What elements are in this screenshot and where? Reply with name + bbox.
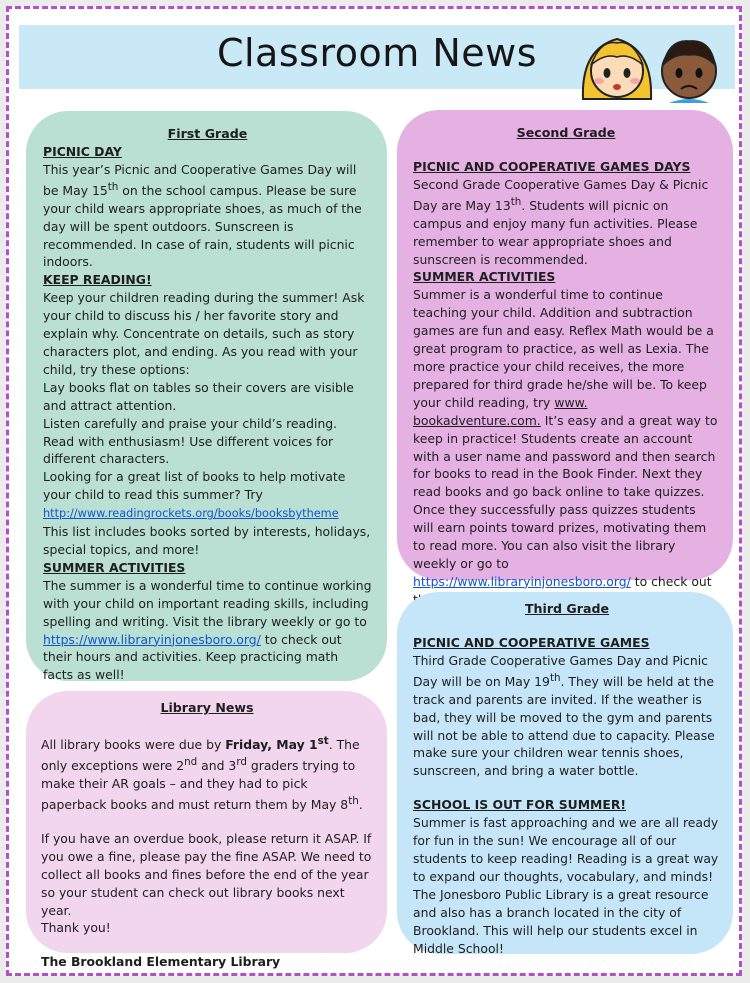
- first-grade-reading-heading: KEEP READING!: [43, 272, 152, 288]
- second-grade-summer-heading: SUMMER ACTIVITIES: [413, 269, 556, 285]
- kids-illustration: [577, 29, 729, 103]
- library-news-paragraph: If you have an overdue book, please return it ASAP. If you owe a fine, please pay the fine ASAP. We need to collect all books and fines before the end of the year so your student can check out library books next year.: [41, 830, 372, 918]
- header-banner: [19, 25, 735, 89]
- library-news-thanks: Thank you!: [41, 920, 111, 936]
- first-grade-picnic-text: This year’s Picnic and Cooperative Games Day will be May 15th on the school campus. Please be sure your child wears appropriate shoes, as much of the day will be spent outdoors. Sunscreen is recommended. In case of rain, students will picnic indoors.: [43, 161, 362, 270]
- reading-option: Listen carefully and praise your child’s reading.: [43, 415, 338, 431]
- library-news-paragraph: All library books were due by Friday, May 1st. The only exceptions were 2nd and 3rd graders trying to make their AR goals – and they had to pick paperback books and must return them by May 8th.: [41, 734, 363, 812]
- second-grade-card: [397, 110, 733, 589]
- first-grade-reading-text: Keep your children reading during the summer! Ask your child to discuss his / her favorite story and explain why. Concentrate on details, such as story characters plot, and ending. As you read with your child, try these options:: [43, 290, 365, 377]
- third-grade-picnic-text: Third Grade Cooperative Games Day and Picnic Day will be on May 19th. They will be held at the track and parents are invited. If the weather is bad, they will be moved to the gym and parents will not be able to attend due to capacity. Please make sure your children wear tennis shoes, sunscreen, and bring a water bottle.: [413, 652, 715, 779]
- first-grade-title: First Grade: [167, 126, 248, 141]
- third-grade-picnic-heading: PICNIC AND COOPERATIVE GAMES: [413, 634, 650, 650]
- reading-rockets-link[interactable]: http://www.readingrockets.org/books/booksbytheme: [43, 507, 339, 521]
- library-jonesboro-link[interactable]: https://www.libraryinjonesboro.org/: [413, 573, 631, 589]
- library-jonesboro-link[interactable]: https://www.libraryinjonesboro.org/: [43, 631, 261, 647]
- first-grade-summer-heading: SUMMER ACTIVITIES: [43, 559, 186, 575]
- second-grade-title: Second Grade: [516, 125, 616, 140]
- second-grade-picnic-text: Second Grade Cooperative Games Day & Picnic Day are May 13th. Students will picnic on campus and enjoy many fun activities. Please remember to wear appropriate shoes and sunscreen is recommended.: [413, 176, 709, 267]
- first-grade-summer-text: The summer is a wonderful time to continue working with your child on important reading skills, including spelling and writing. Visit the library weekly or go to https://www.libraryinjonesboro.org/ to check out their hours and activities. Keep practicing math facts as well!: [43, 577, 372, 683]
- second-grade-picnic-heading: PICNIC AND COOPERATIVE GAMES DAYS: [413, 158, 691, 174]
- boy-kid-icon: [662, 41, 716, 103]
- first-grade-books-after: This list includes books sorted by interests, holidays, special topics, and more!: [43, 524, 371, 557]
- reading-option: Read with enthusiasm! Use different voices for different characters.: [43, 433, 334, 467]
- third-grade-school-text: Summer is fast approaching and we are all ready for fun in the sun! We encourage all of our students to keep reading! Reading is a great way to expand our thoughts, vocabulary, and minds! The Jonesboro Public Library is a great resource and also has a branch located in the city of Brookland. This will help our students excel in Middle School!: [413, 815, 719, 956]
- third-grade-card: [397, 592, 733, 954]
- first-grade-books-text: Looking for a great list of books to help motivate your child to read this summer? Try: [43, 469, 346, 503]
- girl-kid-icon: [583, 39, 651, 99]
- newsletter-page: [6, 6, 742, 976]
- bookadventure-link[interactable]: www. bookadventure.com.: [413, 394, 588, 428]
- library-signature: The Brookland Elementary Library: [41, 954, 281, 970]
- first-grade-card: [26, 111, 387, 681]
- second-grade-summer-text: Summer is a wonderful time to continue teaching your child. Addition and subtraction games are fun and easy. Reflex Math would be a great program to practice, as well as Lexia. The more practice your child receives, the more prepared for third grade he/she will be. To keep your child reading, try www. bookadventure.com. It’s easy and a great way to keep in practice! Students create an account with a user name and password and then search for books to read in the Book Finder. Next they read books and go back online to take quizzes. Once they successfully pass quizzes students will earn points toward prizes, motivating them to read more. You can also visit the library weekly or go to https://www.libraryinjonesboro.org/ to check out: [413, 287, 718, 589]
- first-grade-picnic-heading: PICNIC DAY: [43, 143, 122, 159]
- library-news-title: Library News: [160, 700, 254, 715]
- reading-option: Lay books flat on tables so their covers are visible and attract attention.: [43, 379, 354, 413]
- page-title: Classroom News: [216, 31, 538, 75]
- library-news-card: [26, 691, 387, 970]
- third-grade-school-heading: SCHOOL IS OUT FOR SUMMER!: [413, 797, 627, 813]
- third-grade-title: Third Grade: [524, 601, 610, 616]
